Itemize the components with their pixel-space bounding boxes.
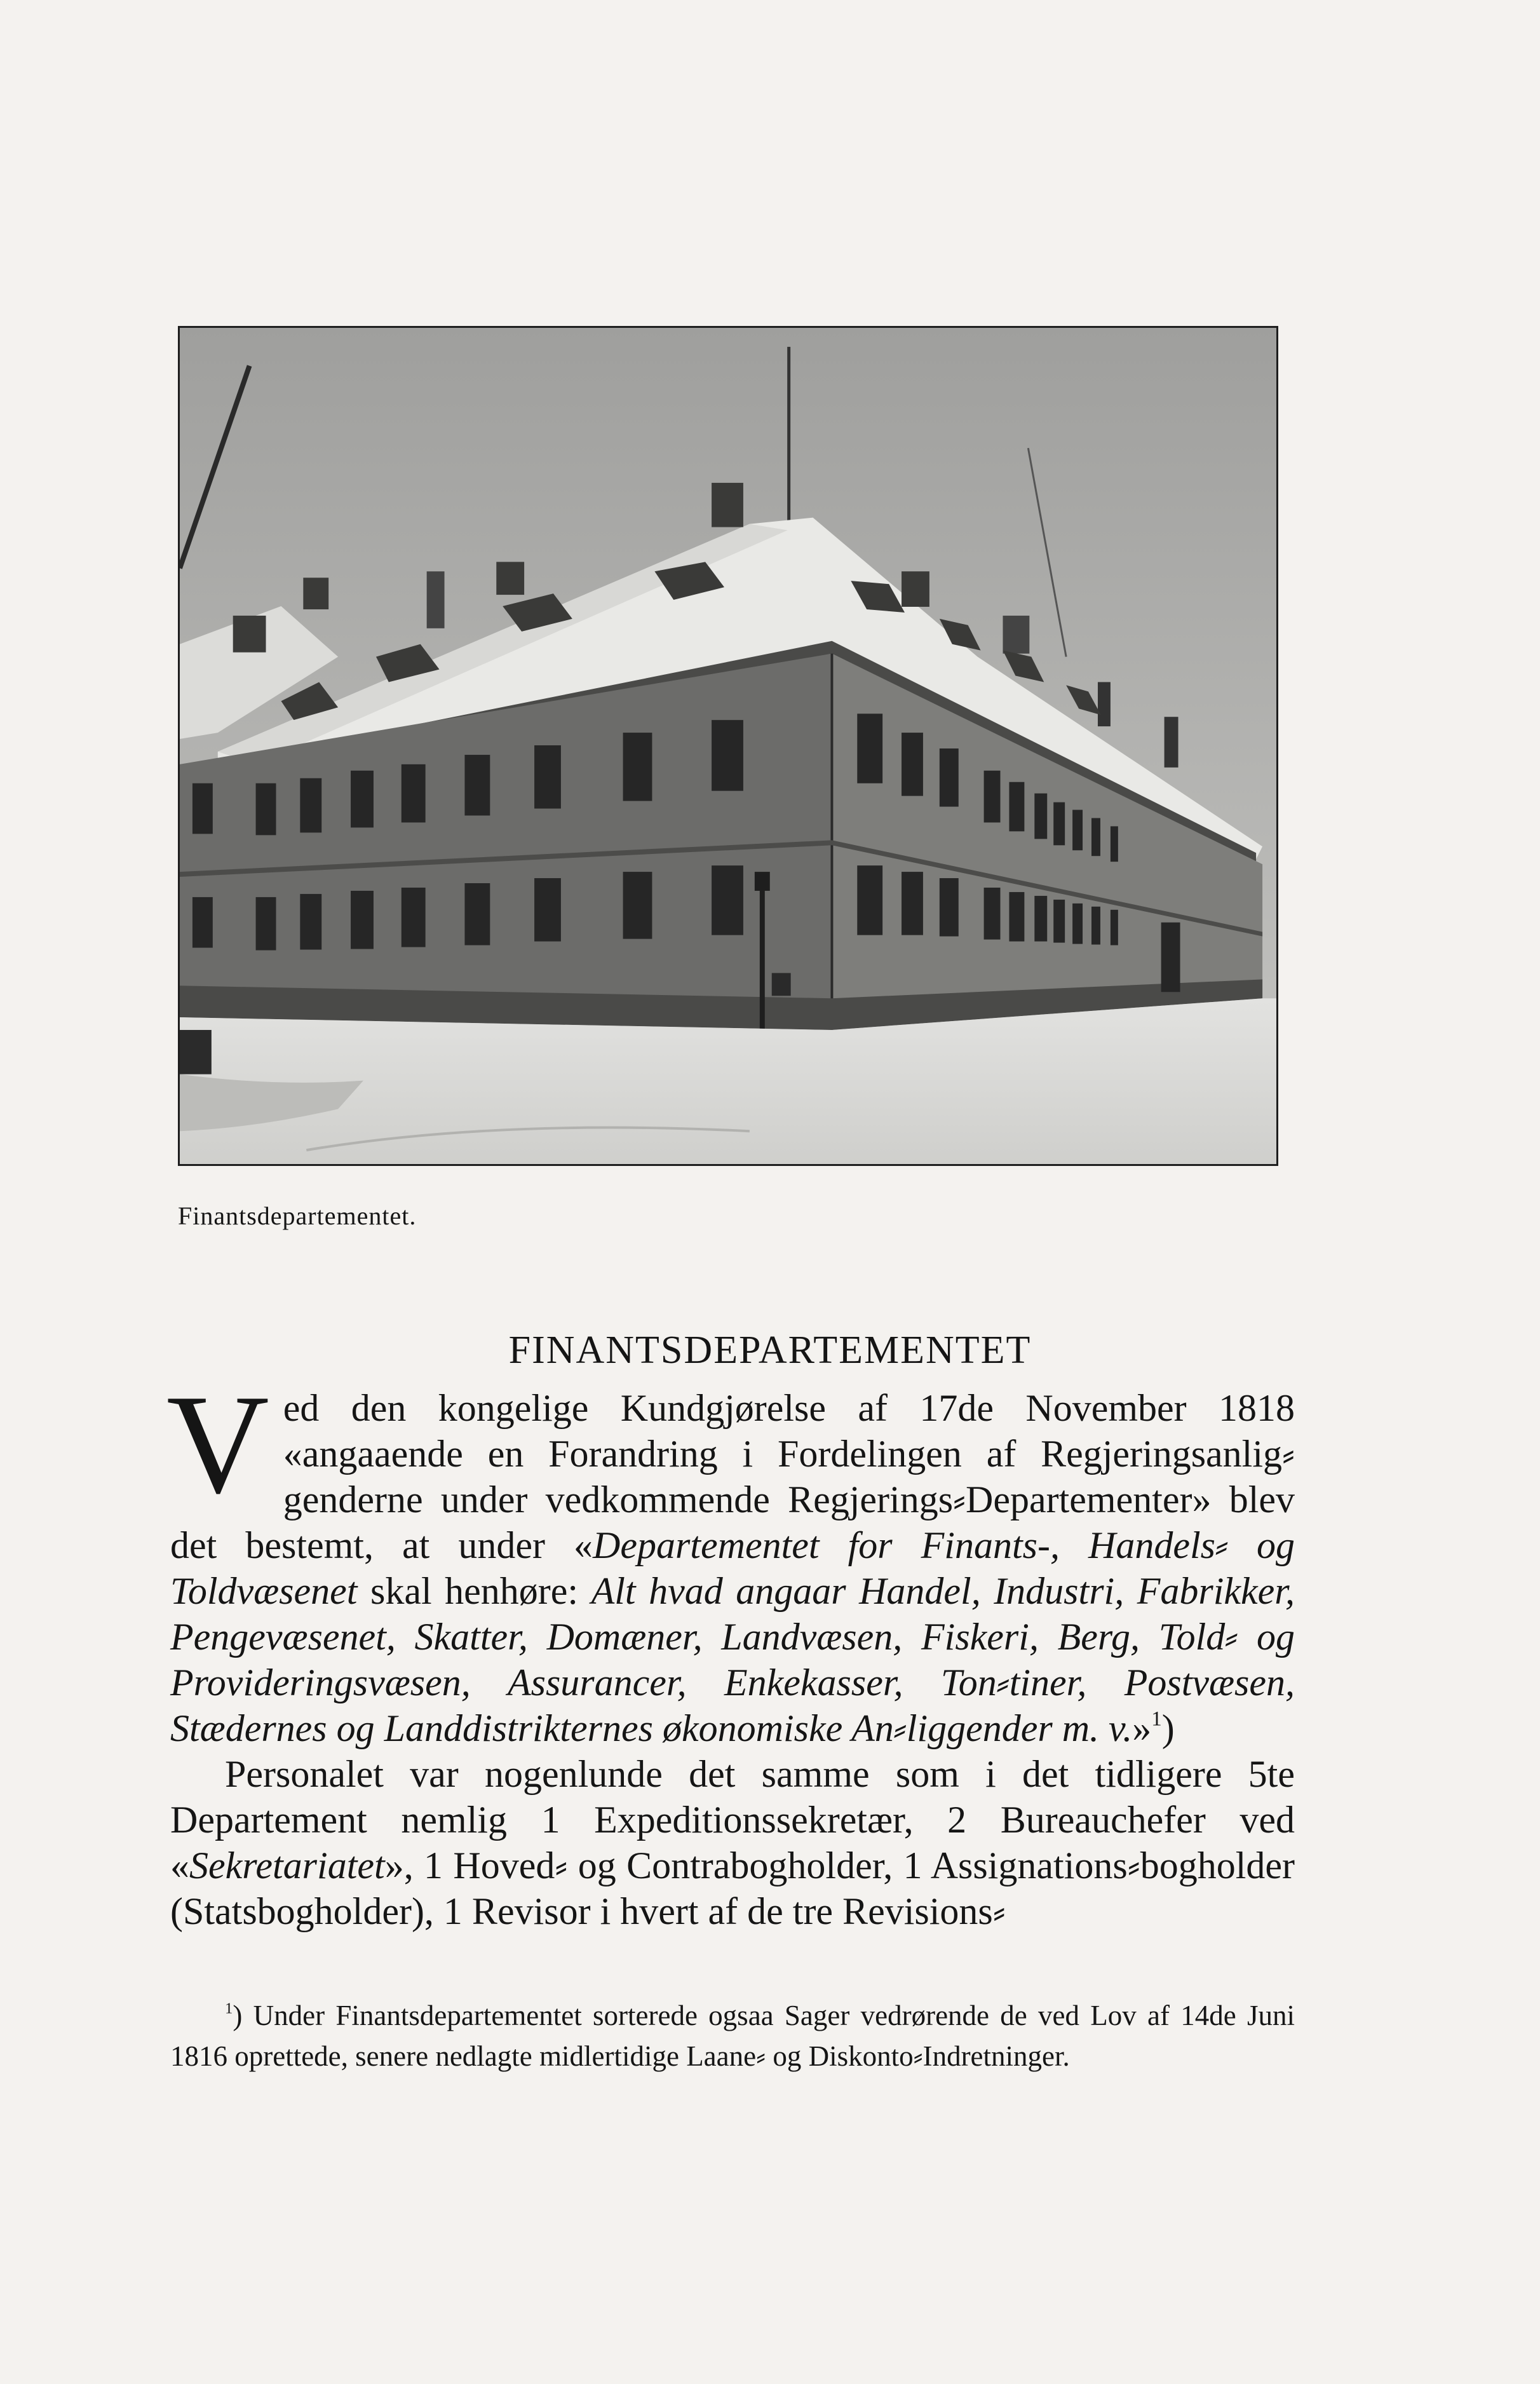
- para2-text-2: », 1 Hoved⸗ og Contrabogholder, 1 Assignations⸗bogholder (Statsbogholder), 1 Revisor i hvert af de tre Revisions⸗: [170, 1845, 1295, 1932]
- para2-italic-1: Sekretariatet: [189, 1845, 385, 1886]
- footnote-reference: 1: [1151, 1707, 1162, 1731]
- paragraph-2: [170, 1751, 1295, 1934]
- para1-text-2: skal henhøre:: [357, 1570, 591, 1612]
- photo-caption: Finantsdepartementet.: [178, 1202, 417, 1230]
- body-text: [166, 1365, 1295, 1934]
- para1-text-3: »: [1132, 1707, 1152, 1749]
- building-photo: [178, 326, 1278, 1166]
- footnote: [170, 1995, 1295, 2076]
- para2-text-1: Personalet var nogenlunde det samme som i det tidligere 5te Departement nemlig 1 Expeditionssekretær, 2 Bureauchefer ved «: [170, 1753, 1295, 1886]
- footnote-marker: 1: [225, 2000, 233, 2017]
- building-illustration: [180, 328, 1276, 1164]
- para1-text-4: ): [1161, 1707, 1175, 1749]
- footnote-marker-close: ): [233, 2000, 253, 2031]
- page-heading: FINANTSDEPARTEMENTET: [508, 1329, 1032, 1372]
- para1-italic-1: Departementet for Finants-, Handels⸗ og Toldvæsenet: [170, 1524, 1295, 1612]
- drop-cap: V: [166, 1365, 269, 1523]
- para1-text-1: ed den kongelige Kundgjørelse af 17de November 1818 «angaaende en Forandring i Fordelingen af Regjeringsanlig⸗genderne under vedkommende Regjerings⸗Departementer» blev det bestemt, at under «: [170, 1387, 1295, 1566]
- para1-italic-2: Alt hvad angaar Handel, Industri, Fabrikker, Pengevæsenet, Skatter, Domæner, Landvæsen, Fiskeri, Berg, Told⸗ og Provideringsvæsen, Assurancer, Enkekasser, Ton⸗tiner, Postvæsen, Stædernes og Landdistrikternes økonomiske An⸗liggender m. v.: [170, 1570, 1295, 1749]
- paragraph-1: [166, 1365, 1295, 1751]
- footnote-text: Under Finantsdepartementet sorterede ogsaa Sager vedrørende de ved Lov af 14de Juni 1816 oprettede, senere nedlagte midlertidige Laane⸗ og Diskonto⸗Indretninger.: [170, 2000, 1295, 2072]
